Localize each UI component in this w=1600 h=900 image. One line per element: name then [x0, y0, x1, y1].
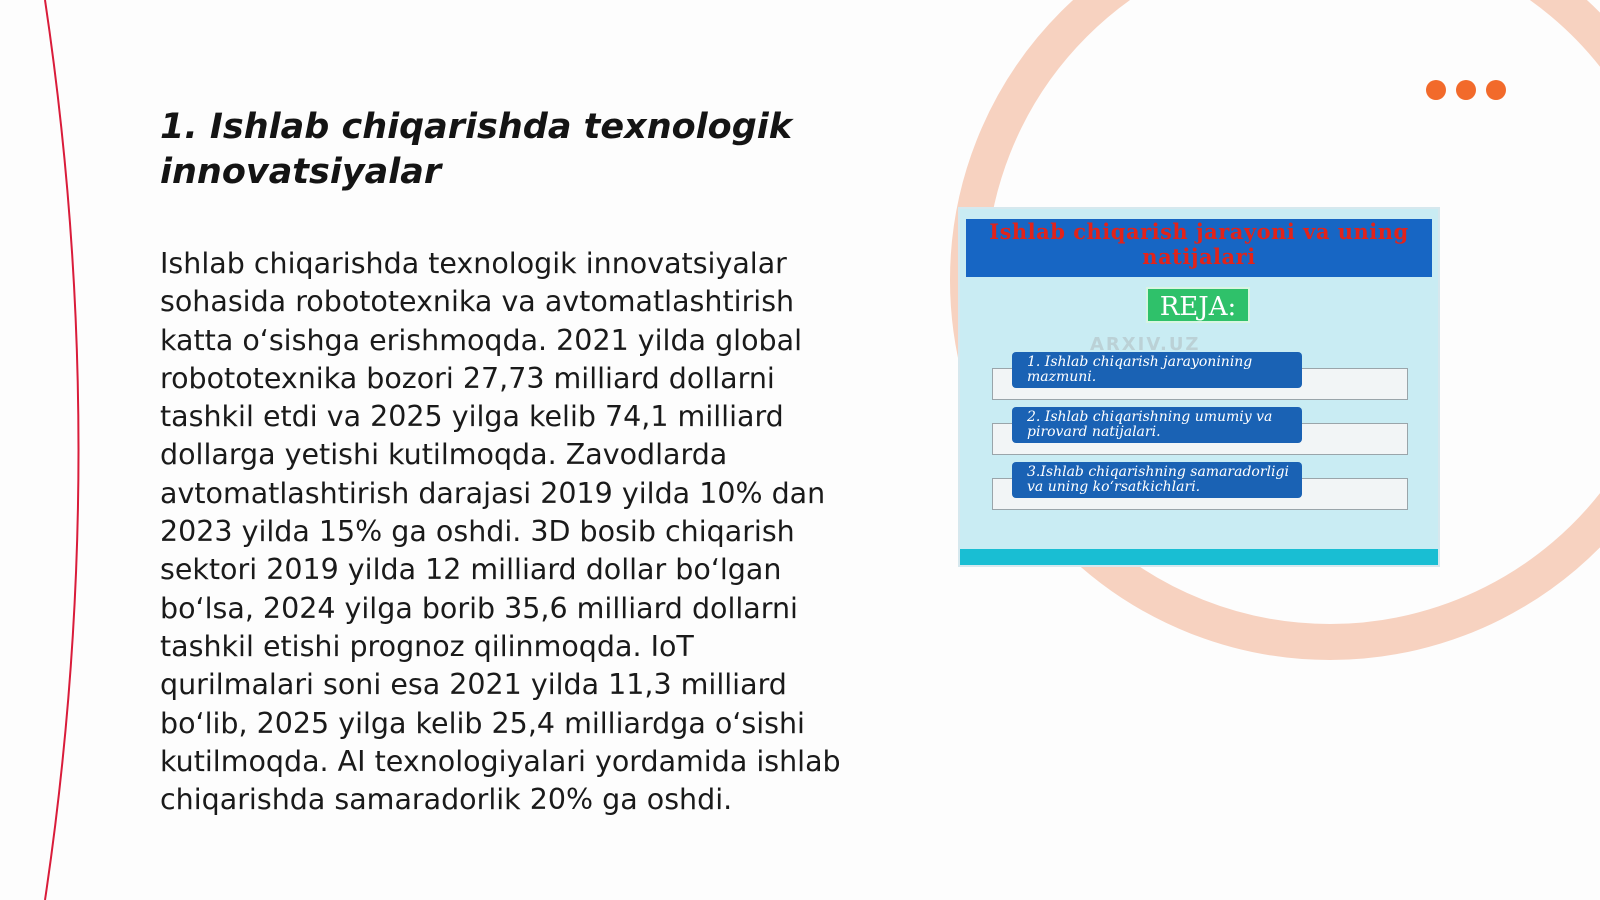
plan-item-label: 3.Ishlab chiqarishning samaradorligi va uning koʻrsatkichlari.: [1012, 462, 1302, 498]
menu-dots-decoration: [1426, 80, 1506, 100]
orange-dot: [1486, 80, 1506, 100]
orange-dot: [1456, 80, 1476, 100]
embedded-slide-footer: [960, 549, 1438, 565]
orange-dot: [1426, 80, 1446, 100]
embedded-slide-image: [958, 207, 1440, 567]
reja-label: REJA:: [1146, 287, 1250, 323]
plan-item: [992, 462, 1408, 510]
slide-body-text: Ishlab chiqarishda texnologik innovatsiyalar sohasida robototexnika va avtomatlashtirish katta oʻsishga erishmoqda. 2021 yilda global robototexnika bozori 27,73 milliard dollarni tashkil etdi va 2025 yilga kelib 74,1 milliard dollarga yetishi kutilmoqda. Zavodlarda avtomatlashtirish darajasi 2019 yilda 10% dan 2023 yilda 15% ga oshdi. 3D bosib chiqarish sektori 2019 yilda 12 milliard dollar boʻlgan boʻlsa, 2024 yilga borib 35,6 milliard dollarni tashkil etishi prognoz qilinmoqda. IoT qurilmalari soni esa 2021 yilda 11,3 milliard boʻlib, 2025 yilga kelib 25,4 milliardga oʻsishi kutilmoqda. AI texnologiyalari yordamida ishlab chiqarishda samaradorlik 20% ga oshdi.: [160, 247, 841, 817]
left-red-curve: [45, 0, 79, 900]
slide-title: 1. Ishlab chiqarishda texnologik innovatsiyalar: [160, 107, 793, 192]
plan-item-label: 1. Ishlab chiqarish jarayonining mazmuni.: [1012, 352, 1302, 388]
plan-item-label: 2. Ishlab chiqarishning umumiy va pirovard natijalari.: [1012, 407, 1302, 443]
plan-item: [992, 352, 1408, 400]
plan-item: [992, 407, 1408, 455]
watermark-logo: ARXIV.UZ: [1090, 334, 1201, 355]
embedded-slide-header: Ishlab chiqarish jarayoni va uning natijalari: [966, 219, 1432, 277]
